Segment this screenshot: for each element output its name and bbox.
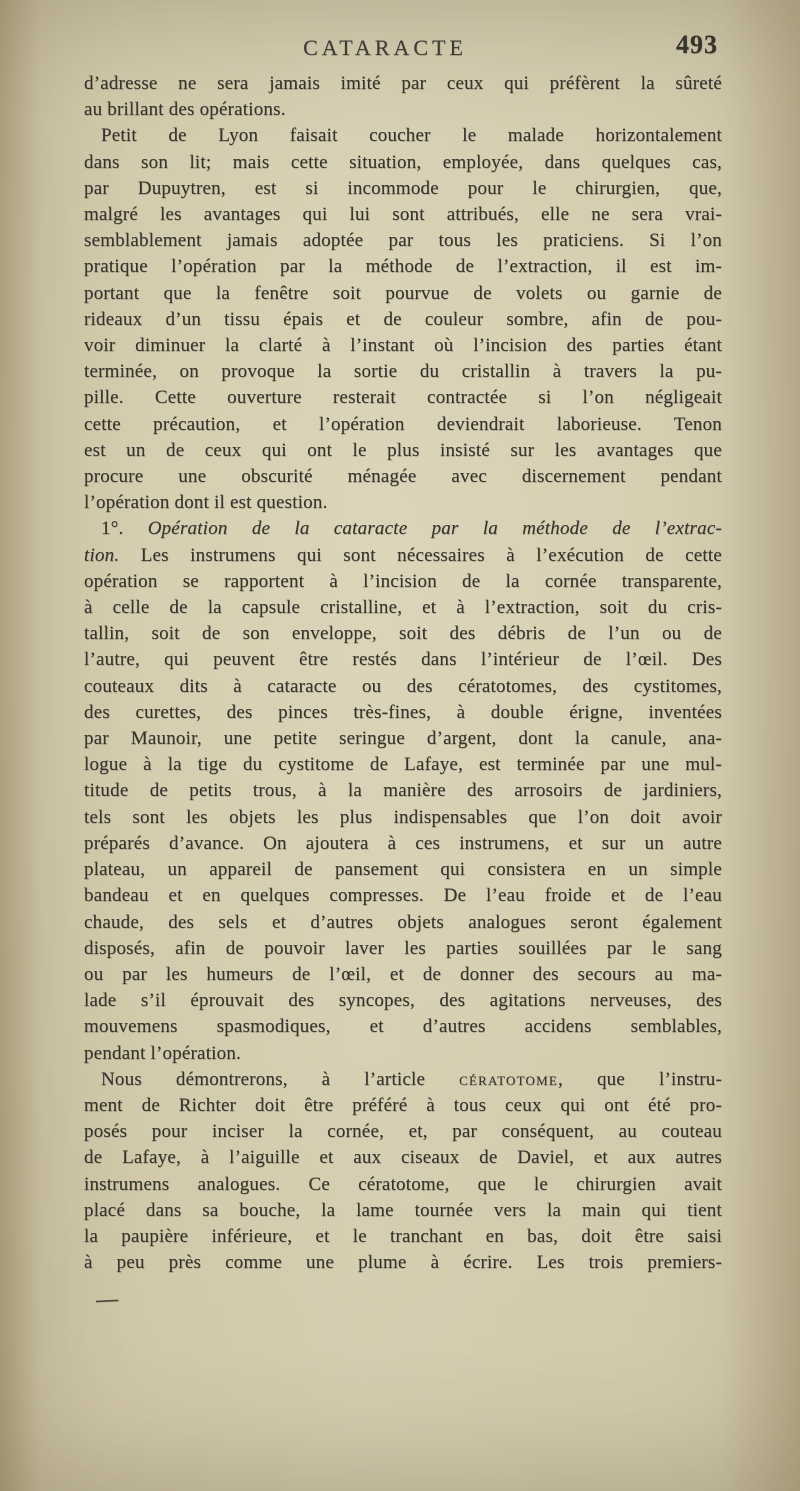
text-segment: malgré les avantages qui lui sont attribués, elle ne sera vrai-	[84, 204, 722, 226]
text-segment: bandeau et en quelques compresses. De l’eau froide et de l’eau	[84, 885, 722, 907]
text-line	[84, 333, 722, 359]
running-title: CATARACTE	[303, 35, 467, 60]
text-segment: Nous démontrerons, à l’article	[101, 1068, 460, 1090]
text-line	[84, 1093, 722, 1119]
text-segment: dans son lit; mais cette situation, employée, dans quelques cas,	[84, 151, 722, 173]
text-line	[84, 857, 722, 883]
text-segment: titude de petits trous, à la manière des arrosoirs de jardiniers,	[84, 780, 722, 802]
text-line	[84, 962, 722, 988]
text-line	[84, 910, 722, 936]
text-line	[84, 359, 722, 385]
text-line	[84, 202, 722, 228]
text-segment: est un de ceux qui ont le plus insisté sur les avantages que	[84, 439, 722, 461]
text-line	[84, 674, 722, 700]
text-line	[84, 831, 722, 857]
text-line	[84, 438, 722, 464]
text-segment: par Maunoir, une petite seringue d’argent, dont la canule, ana-	[84, 728, 722, 750]
text-segment: , que l’instru-	[558, 1068, 722, 1090]
text-segment: pratique l’opération par la méthode de l’extraction, il est im-	[84, 256, 722, 278]
text-line	[84, 228, 722, 254]
text-segment: terminée, on provoque la sortie du cristallin à travers la pu-	[84, 361, 722, 383]
text-line	[84, 752, 722, 778]
text-line	[84, 726, 722, 752]
text-segment: semblablement jamais adoptée par tous les praticiens. Si l’on	[84, 230, 722, 252]
text-line	[84, 700, 722, 726]
text-segment: ou par les humeurs de l’œil, et de donner des secours au ma-	[84, 963, 722, 985]
text-segment: logue à la tige du cystitome de Lafaye, est terminée par une mul-	[84, 754, 722, 776]
text-segment: Les instrumens qui sont nécessaires à l’exécution de cette	[140, 544, 722, 566]
text-line	[84, 176, 722, 202]
text-line	[84, 543, 722, 569]
text-line	[84, 464, 722, 490]
text-segment: d’adresse ne sera jamais imité par ceux qui préfèrent la sûreté	[84, 73, 722, 94]
text-segment: lade s’il éprouvait des syncopes, des agitations nerveuses, des	[84, 990, 722, 1012]
paragraph	[84, 71, 722, 123]
text-line	[84, 1014, 722, 1040]
text-line	[84, 936, 722, 962]
text-segment: ment de Richter doit être préféré à tous ceux qui ont été pro-	[84, 1094, 722, 1116]
text-line	[84, 621, 722, 647]
paragraph	[84, 516, 722, 1066]
text-segment: cératotome	[459, 1068, 559, 1090]
text-segment: instrumens analogues. Ce cératotome, que le chirurgien avait	[84, 1173, 722, 1195]
text-segment: pille. Cette ouverture resterait contractée si l’on négligeait	[84, 387, 722, 409]
text-segment: couteaux dits à cataracte ou des cératotomes, des cystitomes,	[84, 675, 722, 697]
text-segment: tallin, soit de son enveloppe, soit des débris de l’un ou de	[84, 623, 722, 645]
text-segment: mouvemens spasmodiques, et d’autres accidens semblables,	[84, 1016, 722, 1038]
text-segment: l’opération dont il est question.	[84, 492, 328, 514]
text-line	[84, 123, 722, 149]
text-line	[84, 647, 722, 673]
text-line	[84, 412, 722, 438]
text-segment: tion.	[84, 544, 141, 566]
text-line	[84, 1119, 722, 1145]
paragraph	[84, 123, 722, 516]
signature-mark: —	[95, 1285, 119, 1312]
text-segment: rideaux d’un tissu épais et de couleur sombre, afin de pou-	[84, 308, 722, 330]
text-segment: des curettes, des pinces très-fines, à double érigne, inventées	[84, 701, 722, 723]
text-segment: voir diminuer la clarté à l’instant où l’incision des parties étant	[84, 335, 722, 357]
text-segment: par Dupuytren, est si incommode pour le chirurgien, que,	[84, 177, 722, 199]
text-line	[84, 516, 722, 542]
text-line	[84, 778, 722, 804]
text-line	[84, 1198, 722, 1224]
text-line	[84, 281, 722, 307]
text-line	[84, 307, 722, 333]
text-line	[84, 1067, 722, 1093]
text-segment: opération se rapportent à l’incision de la cornée transparente,	[84, 570, 722, 592]
text-line	[84, 254, 722, 280]
text-line	[84, 150, 722, 176]
text-segment: à celle de la capsule cristalline, et à l’extraction, soit du cris-	[84, 597, 722, 619]
text-line	[84, 385, 722, 411]
text-segment: Petit de Lyon faisait coucher le malade horizontalement	[101, 125, 722, 147]
text-line	[84, 97, 722, 123]
text-segment: plateau, un appareil de pansement qui consistera en un simple	[84, 859, 722, 881]
text-segment: 1°.	[101, 518, 148, 540]
text-line	[84, 1145, 722, 1171]
text-line	[84, 1041, 722, 1067]
text-segment: chaude, des sels et d’autres objets analogues seront également	[84, 911, 722, 933]
text-line	[84, 595, 722, 621]
text-segment: la paupière inférieure, et le tranchant en bas, doit être saisi	[84, 1225, 722, 1247]
text-segment: à peu près comme une plume à écrire. Les trois premiers-	[84, 1252, 722, 1274]
text-segment: au brillant des opérations.	[84, 99, 286, 121]
text-line	[84, 1224, 722, 1250]
text-segment: cette précaution, et l’opération deviendrait laborieuse. Tenon	[84, 413, 722, 435]
paragraph	[84, 1067, 722, 1277]
text-segment: préparés d’avance. On ajoutera à ces instrumens, et sur un autre	[84, 832, 722, 854]
text-line	[84, 805, 722, 831]
text-segment: de Lafaye, à l’aiguille et aux ciseaux de Daviel, et aux autres	[84, 1147, 722, 1169]
text-line	[84, 569, 722, 595]
text-segment: tels sont les objets les plus indispensables que l’on doit avoir	[84, 806, 722, 828]
text-segment: placé dans sa bouche, la lame tournée vers la main qui tient	[84, 1199, 722, 1221]
text-segment: pendant l’opération.	[84, 1042, 242, 1064]
text-segment: disposés, afin de pouvoir laver les parties souillées par le sang	[84, 937, 722, 959]
text-segment: l’autre, qui peuvent être restés dans l’intérieur de l’œil. Des	[84, 649, 722, 671]
text-segment: portant que la fenêtre soit pourvue de volets ou garnie de	[84, 282, 722, 304]
text-line	[84, 1250, 722, 1276]
page-number: 493	[676, 30, 718, 59]
text-line	[84, 883, 722, 909]
text-segment: Opération de la cataracte par la méthode de l’extrac-	[147, 518, 722, 540]
text-line	[84, 1172, 722, 1198]
text-segment: procure une obscurité ménagée avec discernement pendant	[84, 466, 722, 488]
page-header	[84, 30, 722, 65]
text-segment: posés pour inciser la cornée, et, par conséquent, au couteau	[84, 1121, 722, 1143]
text-line	[84, 988, 722, 1014]
text-line	[84, 71, 722, 97]
text-block	[84, 71, 722, 1276]
text-line	[84, 490, 722, 516]
